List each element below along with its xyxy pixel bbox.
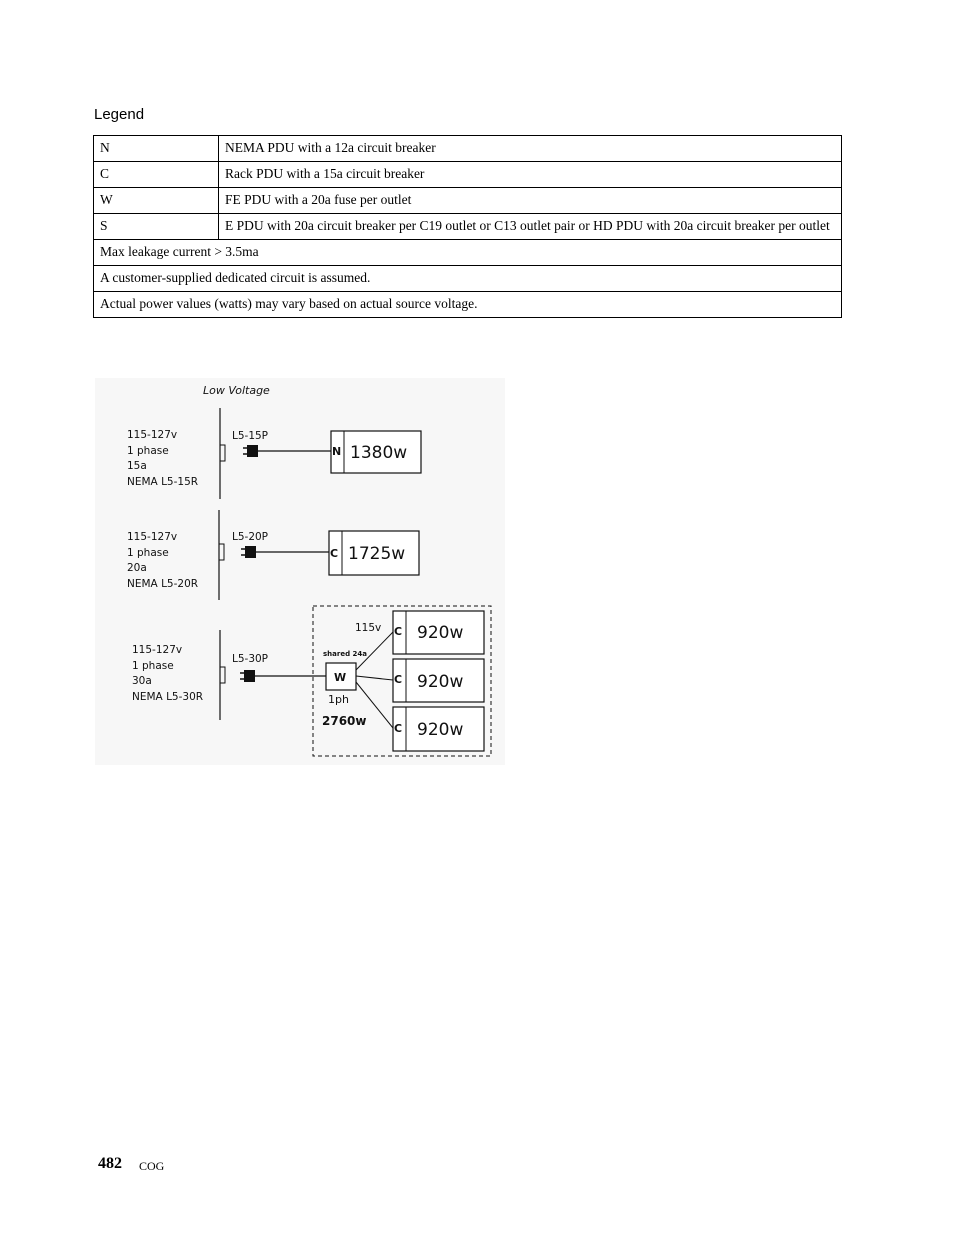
power-diagram-svg xyxy=(95,378,505,765)
legend-row xyxy=(94,214,842,240)
diagram-title: Low Voltage xyxy=(203,384,270,397)
outlet-pdu-code: C xyxy=(394,625,403,638)
plug-label: L5-20P xyxy=(232,531,269,543)
legend-code: W xyxy=(94,188,219,214)
outlet-pdu xyxy=(393,707,484,751)
source-phase: 1 phase xyxy=(132,660,174,672)
legend-note: Actual power values (watts) may vary based on actual source voltage. xyxy=(94,292,842,318)
legend-title: Legend xyxy=(94,106,145,123)
outlet-pdu-power: 920w xyxy=(417,623,464,643)
legend-code: N xyxy=(94,136,219,162)
feed-pdu-code: W xyxy=(334,671,347,684)
source-receptacle: NEMA L5-20R xyxy=(127,578,199,590)
plug-label: L5-15P xyxy=(232,430,269,442)
legend-description: FE PDU with a 20a fuse per outlet xyxy=(219,188,842,214)
phase-label: 1ph xyxy=(328,693,349,706)
outlet-pdu xyxy=(393,611,484,654)
legend-code: C xyxy=(94,162,219,188)
pdu-code: N xyxy=(332,445,342,458)
outlet-pdu-code: C xyxy=(394,722,403,735)
pdu-power: 1380w xyxy=(350,443,408,463)
outlet-pdu-code: C xyxy=(394,673,403,686)
outlet-pdu-power: 920w xyxy=(417,720,464,740)
voltage-label: 115v xyxy=(355,622,382,634)
legend-table xyxy=(93,135,842,318)
legend-code: S xyxy=(94,214,219,240)
source-amperage: 30a xyxy=(132,675,152,687)
plug-label: L5-30P xyxy=(232,653,269,665)
legend-note-row xyxy=(94,292,842,318)
legend-row xyxy=(94,188,842,214)
source-voltage: 115-127v xyxy=(127,429,178,441)
source-phase: 1 phase xyxy=(127,445,169,457)
source-receptacle: NEMA L5-15R xyxy=(127,476,199,488)
legend-note: Max leakage current > 3.5ma xyxy=(94,240,842,266)
shared-label: shared 24a xyxy=(323,650,367,658)
legend-row xyxy=(94,136,842,162)
outlet-pdu xyxy=(393,659,484,702)
pdu-power: 1725w xyxy=(348,544,406,564)
legend-note: A customer-supplied dedicated circuit is assumed. xyxy=(94,266,842,292)
source-phase: 1 phase xyxy=(127,547,169,559)
source-amperage: 15a xyxy=(127,460,147,472)
legend-description: NEMA PDU with a 12a circuit breaker xyxy=(219,136,842,162)
legend-note-row xyxy=(94,266,842,292)
legend-description: E PDU with 20a circuit breaker per C19 outlet or C13 outlet pair or HD PDU with 20a circuit breaker per outlet xyxy=(219,214,842,240)
power-diagram xyxy=(95,378,505,765)
source-voltage: 115-127v xyxy=(127,531,178,543)
pdu-code: C xyxy=(330,547,339,560)
legend-note-row xyxy=(94,240,842,266)
source-voltage: 115-127v xyxy=(132,644,183,656)
page-number: 482 xyxy=(98,1155,122,1172)
source-amperage: 20a xyxy=(127,562,147,574)
source-receptacle: NEMA L5-30R xyxy=(132,691,204,703)
legend-row xyxy=(94,162,842,188)
outlet-pdu-power: 920w xyxy=(417,672,464,692)
total-power: 2760w xyxy=(322,714,367,728)
document-name: COG xyxy=(139,1159,165,1173)
legend-description: Rack PDU with a 15a circuit breaker xyxy=(219,162,842,188)
